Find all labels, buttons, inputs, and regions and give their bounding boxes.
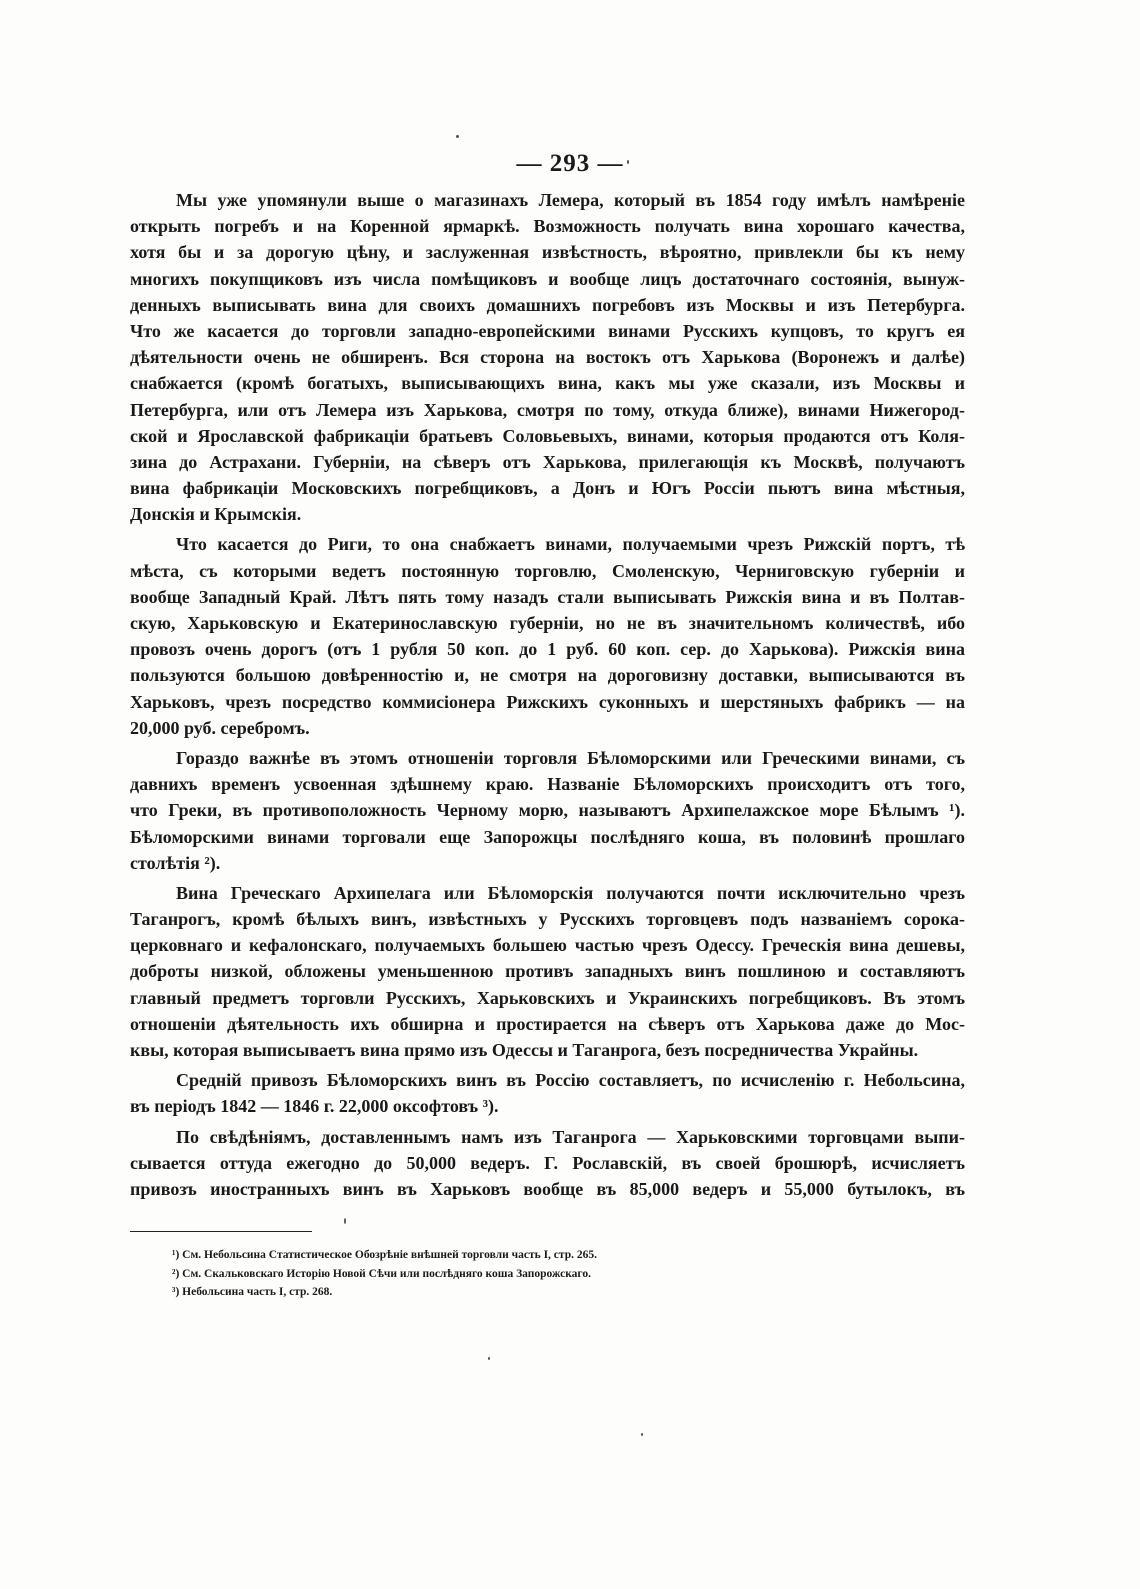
text-line: зина до Астрахани. Губерніи, на сѣверъ отъ Харькова, прилегающія къ Москвѣ, получаютъ bbox=[130, 451, 965, 472]
text-line: что Греки, въ противоположность Черному морю, называютъ Архипелажское море Бѣлымъ ¹). bbox=[130, 800, 965, 821]
footnote: ²) См. Скальковскаго Исторію Новой Сѣчи или послѣдняго коша Запорожскаго. bbox=[172, 1267, 591, 1280]
footnote-divider bbox=[130, 1231, 312, 1232]
text-line: столѣтія ²). bbox=[130, 852, 221, 873]
text-line: Донскія и Крымскія. bbox=[130, 504, 302, 525]
text-line: отношеніи дѣятельность ихъ обширна и простирается на сѣверъ отъ Харькова даже до Мос- bbox=[130, 1013, 965, 1034]
body-text bbox=[130, 187, 965, 1202]
text-line: въ періодъ 1842 — 1846 г. 22,000 оксофтовъ ³). bbox=[130, 1096, 499, 1117]
text-line: открыть погребъ и на Коренной ярмаркѣ. Возможность получать вина хорошаго качества, bbox=[130, 216, 965, 237]
text-line: сывается оттуда ежегодно до 50,000 ведеръ. Г. Рославскій, въ своей брошюрѣ, исчисляетъ bbox=[130, 1152, 965, 1173]
scan-speck bbox=[344, 1218, 346, 1224]
text-line: вина фабрикаціи Московскихъ погребщиковъ, а Донъ и Югъ Россіи пьютъ вина мѣстныя, bbox=[130, 478, 965, 499]
scan-speck bbox=[627, 160, 629, 164]
text-line: вообще Западный Край. Лѣтъ пять тому назадъ стали выписывать Рижскія вина и въ Полтав- bbox=[130, 586, 965, 607]
text-line: дѣятельности очень не обширенъ. Вся сторона на востокъ отъ Харькова (Воронежъ и далѣе) bbox=[130, 347, 965, 368]
text-line: Бѣломорскими винами торговали еще Запорожцы послѣдняго коша, въ половинѣ прошлаго bbox=[130, 826, 965, 847]
text-line: доброты низкой, обложены уменьшенною противъ западныхъ винъ пошлиною и составляютъ bbox=[130, 961, 965, 982]
scan-speck bbox=[456, 135, 459, 138]
text-line: 20,000 руб. серебромъ. bbox=[130, 717, 310, 738]
text-line: Что же касается до торговли западно-европейскими винами Русскихъ купцовъ, то кругъ ея bbox=[130, 320, 965, 341]
text-line: мѣста, съ которыми ведетъ постоянную торговлю, Смоленскую, Черниговскую губерніи и bbox=[130, 560, 965, 581]
text-line: Петербурга, или отъ Лемера изъ Харькова, смотря по тому, откуда ближе), винами Нижегород- bbox=[130, 399, 965, 420]
text-line: квы, которая выписываетъ вина прямо изъ Одессы и Таганрога, безъ посредничества Украйны. bbox=[130, 1040, 919, 1060]
text-line: По свѣдѣніямъ, доставленнымъ намъ изъ Таганрога — Харьковскими торговцами выпи- bbox=[176, 1126, 965, 1147]
text-line: ской и Ярославской фабрикаціи братьевъ Соловьевыхъ, винами, которыя продаются отъ Коля- bbox=[130, 425, 965, 446]
text-line: Вина Греческаго Архипелага или Бѣломорскія получаются почти исключительно чрезъ bbox=[176, 882, 965, 903]
text-line: церковнаго и кефалонскаго, получаемыхъ большею частью чрезъ Одессу. Греческія вина дешевы, bbox=[130, 935, 965, 956]
text-line: снабжается (кромѣ богатыхъ, выписывающихъ вина, какъ мы уже сказали, изъ Москвы и bbox=[130, 373, 965, 394]
text-line: главный предметъ торговли Русскихъ, Харьковскихъ и Украинскихъ погребщиковъ. Въ этомъ bbox=[130, 987, 965, 1008]
footnote: ³) Небольсина часть I, стр. 268. bbox=[172, 1286, 333, 1298]
text-line: Таганрогъ, кромѣ бѣлыхъ винъ, извѣстныхъ у Русскихъ торговцевъ подъ названіемъ сорока- bbox=[130, 909, 965, 930]
footnotes bbox=[172, 1246, 872, 1302]
text-line: Харьковъ, чрезъ посредство коммисіонера Рижскихъ суконныхъ и шерстяныхъ фабрикъ — на bbox=[130, 691, 965, 712]
text-line: Средній привозъ Бѣломорскихъ винъ въ Россію составляетъ, по исчисленію г. Небольсина, bbox=[176, 1070, 965, 1091]
text-line: провозъ очень дорогъ (отъ 1 рубля 50 коп. до 1 руб. 60 коп. сер. до Харькова). Рижскія вина bbox=[130, 639, 965, 660]
text-line: денныхъ выписывать вина для своихъ домашнихъ погребовъ изъ Москвы и изъ Петербурга. bbox=[130, 294, 965, 315]
text-line: Что касается до Риги, то она снабжаетъ винами, получаемыми чрезъ Рижскій портъ, тѣ bbox=[176, 534, 965, 555]
text-line: Мы уже упомянули выше о магазинахъ Лемера, который въ 1854 году имѣлъ намѣреніе bbox=[176, 190, 965, 210]
scan-speck bbox=[641, 1433, 643, 1436]
text-line: скую, Харьковскую и Екатеринославскую губерніи, но не въ значительномъ количествѣ, ибо bbox=[130, 613, 965, 633]
page-number: — 293 — bbox=[516, 150, 624, 177]
text-line: привозъ иностранныхъ винъ въ Харьковъ вообще въ 85,000 ведеръ и 55,000 бутылокъ, въ bbox=[130, 1178, 965, 1199]
text-line: пользуются большою довѣренностію и, не смотря на дороговизну доставки, выписываются въ bbox=[130, 665, 965, 686]
text-line: давнихъ временъ усвоенная здѣшнему краю. Названіе Бѣломорскихъ происходитъ отъ того, bbox=[130, 774, 965, 795]
text-line: хотя бы и за дорогую цѣну, и заслуженная извѣстность, вѣроятно, привлекли бы къ нему bbox=[130, 242, 965, 263]
text-line: многихъ покупщиковъ изъ числа помѣщиковъ и вообще лицъ достаточнаго состоянія, вынуж- bbox=[130, 268, 965, 289]
text-line: Гораздо важнѣе въ этомъ отношеніи торговля Бѣломорскими или Греческими винами, съ bbox=[176, 747, 965, 768]
scan-speck bbox=[488, 1357, 490, 1360]
footnote: ¹) См. Небольсина Статистическое Обозрѣніе внѣшней торговли часть I, стр. 265. bbox=[172, 1249, 597, 1261]
